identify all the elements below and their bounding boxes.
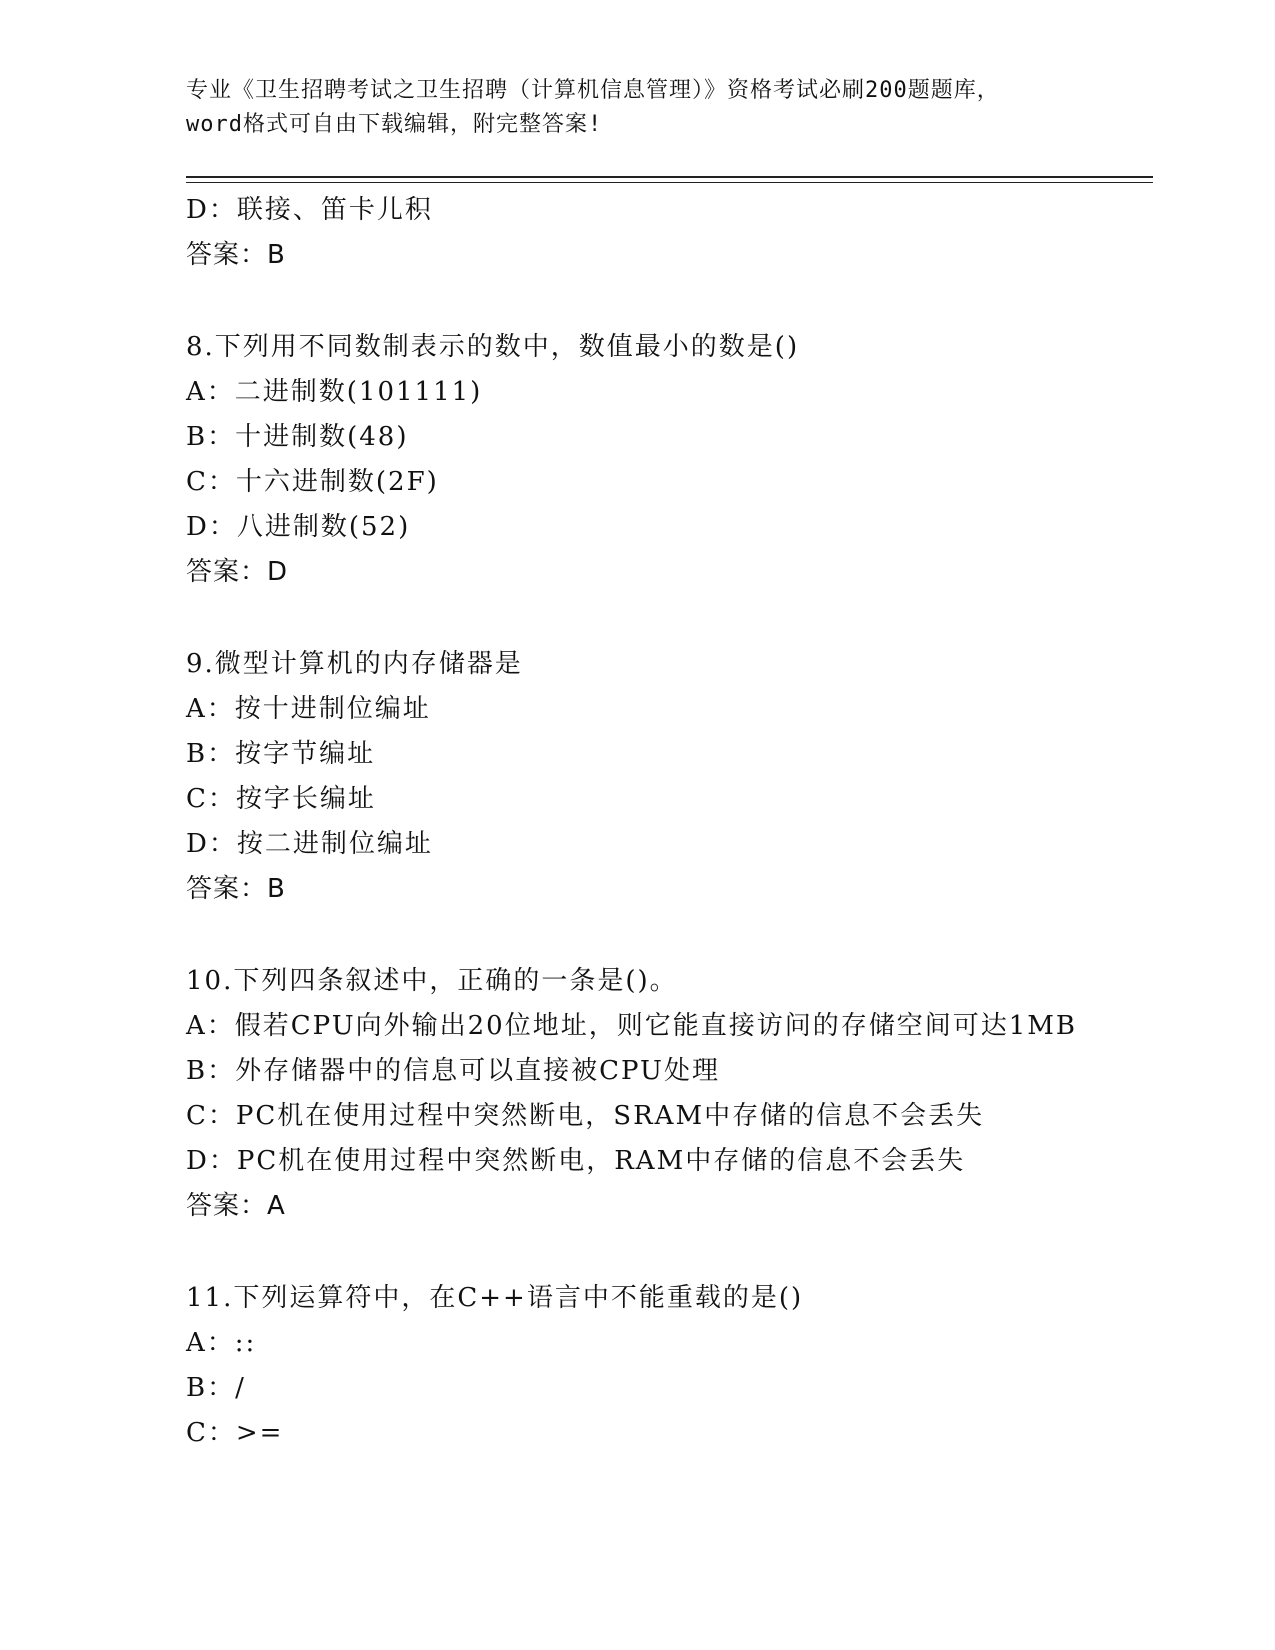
header-divider-thin [186,182,1153,183]
question-10-stem: 10.下列四条叙述中，正确的一条是()。 [186,966,678,996]
question-10-option-a: A：假若CPU向外输出20位地址，则它能直接访问的存储空间可达1MB [186,1011,1077,1041]
question-9-option-a: A：按十进制位编址 [186,694,431,724]
question-11-stem: 11.下列运算符中，在C++语言中不能重载的是() [186,1283,804,1313]
question-10-option-d: D：PC机在使用过程中突然断电，RAM中存储的信息不会丢失 [186,1146,966,1176]
spacer [186,1229,1186,1276]
spacer [186,912,1186,959]
header-title-line-2: word格式可自由下载编辑，附完整答案! [186,112,603,137]
question-8-option-a: A：二进制数(101111) [186,377,483,407]
question-9-option-b: B：按字节编址 [186,739,376,769]
question-8-answer: 答案：D [186,557,289,587]
question-10-answer: 答案：A [186,1191,286,1221]
document-header [186,74,1086,142]
question-8-option-d: D：八进制数(52) [186,512,411,542]
question-11-option-a: A：:: [186,1328,257,1358]
header-title-line-1: 专业《卫生招聘考试之卫生招聘（计算机信息管理）》资格考试必刷200题题库， [186,78,1000,103]
question-8-stem: 8.下列用不同数制表示的数中，数值最小的数是() [186,332,800,362]
question-9-option-c: C：按字长编址 [186,784,376,814]
question-9-answer: 答案：B [186,874,286,904]
question-8-option-c: C：十六进制数(2F) [186,467,439,497]
question-9-stem: 9.微型计算机的内存储器是 [186,649,523,679]
question-9-option-d: D：按二进制位编址 [186,829,433,859]
question-10-option-c: C：PC机在使用过程中突然断电，SRAM中存储的信息不会丢失 [186,1101,985,1131]
question-11-option-b: B：/ [186,1373,246,1403]
previous-question-answer: 答案：B [186,240,286,270]
question-11-option-c: C：>= [186,1418,284,1448]
question-10-option-b: B：外存储器中的信息可以直接被CPU处理 [186,1056,720,1086]
previous-question-option-d: D：联接、笛卡儿积 [186,195,433,225]
question-list [186,188,1186,1456]
header-divider-thick [186,176,1153,178]
spacer [186,595,1186,642]
question-8-option-b: B：十进制数(48) [186,422,409,452]
spacer [186,278,1186,325]
